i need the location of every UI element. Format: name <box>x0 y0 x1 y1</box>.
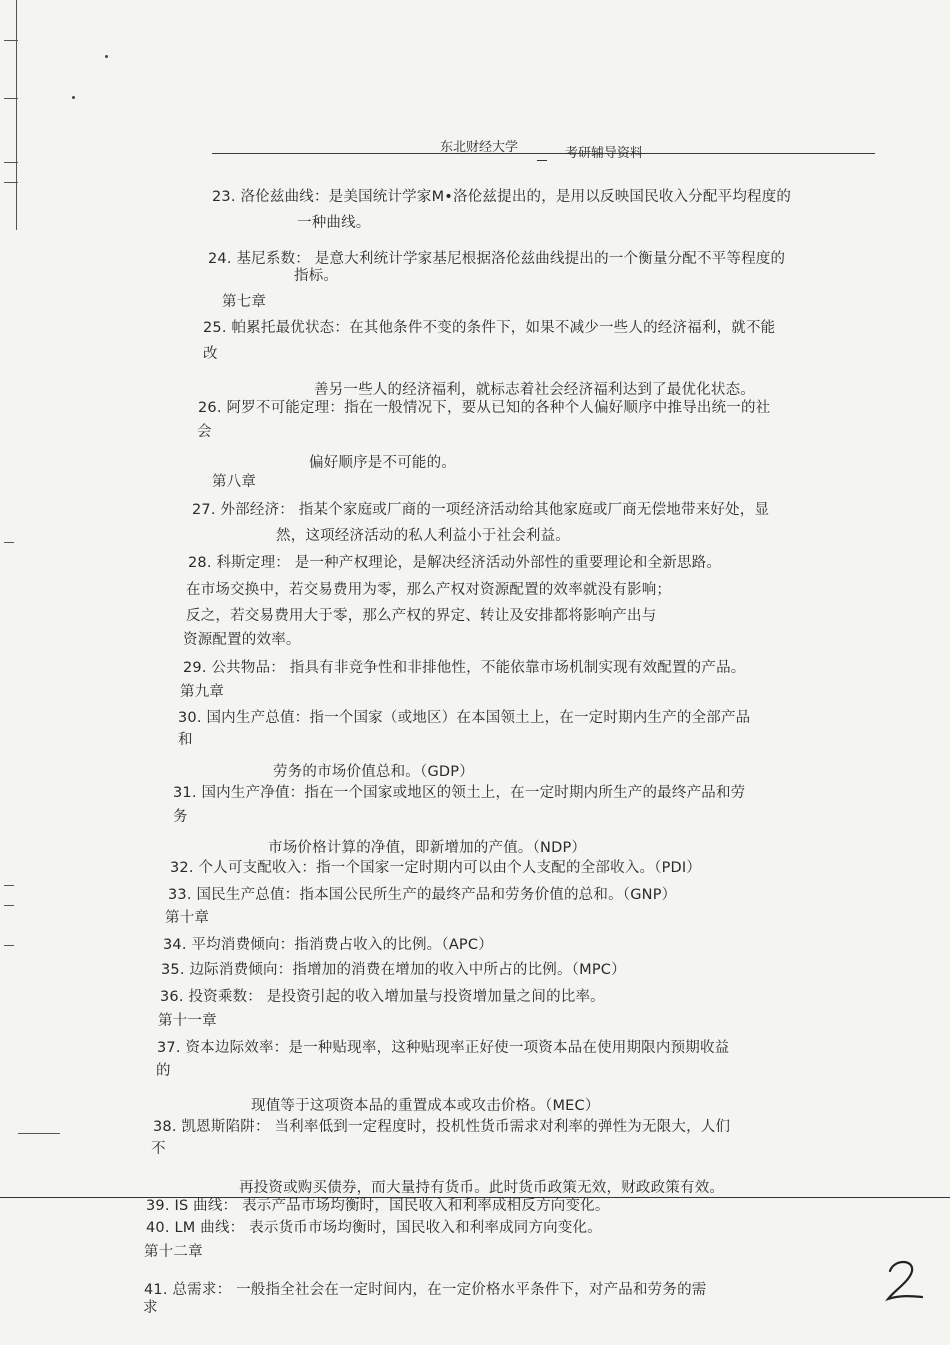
text-line: 33. 国民生产总值：指本国公民所生产的最终产品和劳务价值的总和。（GNP） <box>168 887 677 903</box>
text-line: 在市场交换中，若交易费用为零，那么产权对资源配置的效率就没有影响； <box>186 582 672 598</box>
chapter-heading: 第七章 <box>222 294 267 310</box>
scan-edge-mark <box>4 182 18 183</box>
text-line: 劳务的市场价值总和。（GDP） <box>273 764 474 780</box>
text-line: 34. 平均消费倾向：指消费占收入的比例。（APC） <box>163 937 493 953</box>
text-line: 41. 总需求： 一般指全社会在一定时间内，在一定价格水平条件下，对产品和劳务的需 <box>144 1282 707 1298</box>
header-dash <box>537 160 547 161</box>
chapter-heading: 第十一章 <box>158 1013 217 1029</box>
text-line: 不 <box>151 1141 166 1157</box>
scan-dust <box>72 96 75 99</box>
text-line: 反之，若交易费用大于零，那么产权的界定、转让及安排都将影响产出与 <box>186 608 657 624</box>
text-line: 37. 资本边际效率：是一种贴现率，这种贴现率正好使一项资本品在使用期限内预期收益 <box>157 1040 730 1056</box>
scan-left-edge <box>16 0 17 230</box>
text-line: 一种曲线。 <box>297 215 371 231</box>
scan-crease-line <box>0 1197 950 1198</box>
scan-edge-mark <box>4 945 14 946</box>
text-line: 29. 公共物品： 指具有非竞争性和非排他性，不能依靠市场机制实现有效配置的产品。 <box>183 660 746 676</box>
text-line: 善另一些人的经济福利，就标志着社会经济福利达到了最优化状态。 <box>314 382 755 398</box>
header-material-title: 考研辅导资料 <box>565 146 644 161</box>
text-line: 26. 阿罗不可能定理：指在一般情况下，要从已知的各种个人偏好顺序中推导出统一的社 <box>198 400 771 416</box>
text-line: 36. 投资乘数： 是投资引起的收入增加量与投资增加量之间的比率。 <box>160 989 605 1005</box>
text-line: 28. 科斯定理： 是一种产权理论，是解决经济活动外部性的重要理论和全新思路。 <box>188 555 722 571</box>
text-line: 27. 外部经济： 指某个家庭或厂商的一项经济活动给其他家庭或厂商无偿地带来好处，显 <box>192 502 770 518</box>
text-line: 再投资或购买债券，而大量持有货币。此时货币政策无效，财政政策有效。 <box>239 1180 725 1196</box>
chapter-heading: 第十二章 <box>144 1244 203 1260</box>
text-line: 35. 边际消费倾向：指增加的消费在增加的收入中所占的比例。（MPC） <box>161 962 626 978</box>
scan-edge-mark <box>4 40 18 41</box>
text-line: 然，这项经济活动的私人利益小于社会利益。 <box>276 528 570 544</box>
text-line: 资源配置的效率。 <box>183 632 301 648</box>
scan-edge-mark <box>4 98 18 99</box>
text-line: 会 <box>197 424 212 440</box>
handwritten-page-number <box>880 1255 930 1305</box>
chapter-heading: 第十章 <box>165 910 210 926</box>
scan-edge-mark <box>4 162 18 163</box>
text-line: 23. 洛伦兹曲线：是美国统计学家M•洛伦兹提出的，是用以反映国民收入分配平均程度的 <box>212 189 792 205</box>
text-line: 和 <box>178 732 193 748</box>
chapter-heading: 第八章 <box>212 474 257 490</box>
chapter-heading: 第九章 <box>180 684 225 700</box>
text-line: 务 <box>173 809 188 825</box>
text-line: 指标。 <box>294 268 339 284</box>
text-line: 39. IS 曲线： 表示产品市场均衡时，国民收入和利率成相反方向变化。 <box>146 1198 610 1214</box>
header-rule <box>212 153 875 154</box>
header-university: 东北财经大学 <box>440 140 519 155</box>
text-line: 现值等于这项资本品的重置成本或攻击价格。（MEC） <box>251 1098 600 1114</box>
text-line: 31. 国内生产净值：指在一个国家或地区的领土上，在一定时期内所生产的最终产品和劳 <box>173 785 746 801</box>
text-line: 25. 帕累托最优状态：在其他条件不变的条件下，如果不减少一些人的经济福利，就不能 <box>203 320 776 336</box>
scan-edge-mark <box>4 885 14 886</box>
text-line: 市场价格计算的净值，即新增加的产值。（NDP） <box>268 840 587 856</box>
text-line: 24. 基尼系数： 是意大利统计学家基尼根据洛伦兹曲线提出的一个衡量分配不平等程度的 <box>208 251 786 267</box>
scan-edge-mark <box>4 542 14 543</box>
text-line: 改 <box>203 346 218 362</box>
text-line: 求 <box>143 1300 158 1316</box>
scan-dust <box>105 55 108 58</box>
scan-edge-mark <box>4 905 14 906</box>
text-line: 的 <box>156 1063 171 1079</box>
text-line: 40. LM 曲线： 表示货币市场均衡时，国民收入和利率成同方向变化。 <box>146 1220 602 1236</box>
text-line: 38. 凯恩斯陷阱： 当利率低到一定程度时，投机性货币需求对利率的弹性为无限大，人们 <box>153 1119 731 1135</box>
text-line: 偏好顺序是不可能的。 <box>309 455 456 471</box>
text-line: 30. 国内生产总值：指一个国家（或地区）在本国领土上，在一定时期内生产的全部产品 <box>178 710 751 726</box>
scan-edge-mark <box>18 1133 60 1134</box>
text-line: 32. 个人可支配收入：指一个国家一定时期内可以由个人支配的全部收入。（PDI） <box>170 860 702 876</box>
